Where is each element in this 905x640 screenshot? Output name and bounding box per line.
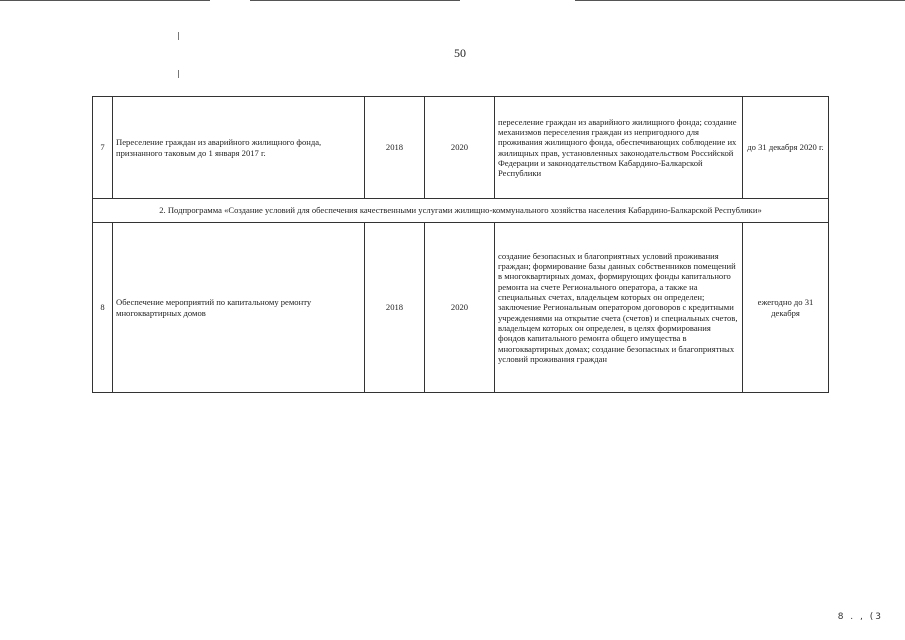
scan-edge-line	[250, 0, 460, 1]
expected-result: создание безопасных и благоприятных условий проживания граждан; формирование базы данных собственников помещений в многоквартирных домах, формирующих фонды капитального ремонта на счете Регионального оператора, а также на специальных счетах, владельцем которых он определен; заключение Региональным оператором договоров с кредитными учреждениями на открытие счета (счетов) и специальных счетов, владельцем которых он определен, в целях формирования фондов капитального ремонта общего имущества в многоквартирных домах; создание безопасных и благоприятных условий проживания граждан	[495, 223, 743, 393]
deadline: ежегодно до 31 декабря	[743, 223, 829, 393]
start-year: 2018	[365, 97, 425, 199]
deadline: до 31 декабря 2020 г.	[743, 97, 829, 199]
start-year: 2018	[365, 223, 425, 393]
row-number: 7	[93, 97, 113, 199]
measure-name: Переселение граждан из аварийного жилищного фонда, признанного таковым до 1 января 2017 г.	[113, 97, 365, 199]
table-row	[93, 97, 829, 199]
scan-mark	[178, 70, 179, 78]
page-number: 50	[454, 46, 466, 60]
row-number: 8	[93, 223, 113, 393]
table-row	[93, 223, 829, 393]
scan-mark	[178, 32, 179, 40]
scan-footer-mark: 8 . , (3	[837, 612, 883, 622]
scan-edge-line	[575, 0, 905, 1]
measure-name: Обеспечение мероприятий по капитальному ремонту многоквартирных домов	[113, 223, 365, 393]
scan-edge-line	[0, 0, 210, 1]
section-row	[93, 199, 829, 223]
expected-result: переселение граждан из аварийного жилищного фонда; создание механизмов переселения граждан из непригодного для проживания жилищного фонда, обеспечивающих соблюдение их жилищных прав, установленных законодательством Российской Федерации и законодательством Кабардино-Балкарской Республики	[495, 97, 743, 199]
end-year: 2020	[425, 223, 495, 393]
end-year: 2020	[425, 97, 495, 199]
program-table	[92, 96, 829, 393]
subprogram-title: 2. Подпрограмма «Создание условий для обеспечения качественными услугами жилищно-коммунального хозяйства населения Кабардино-Балкарской Республики»	[93, 199, 829, 223]
